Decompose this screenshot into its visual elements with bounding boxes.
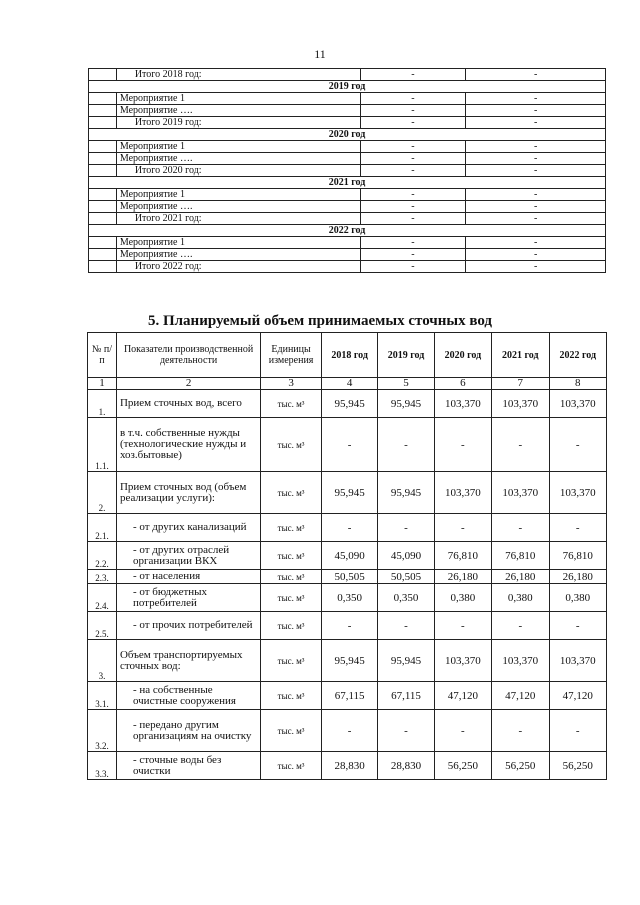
value-cell: 0,380	[434, 584, 491, 612]
blank-cell	[89, 153, 117, 165]
header-indicator: Показатели производственной деятельности	[116, 333, 260, 378]
value-cell: -	[549, 612, 607, 640]
column-number-row	[88, 378, 607, 390]
unit-cell: тыс. м³	[261, 472, 322, 514]
activity-row	[89, 237, 606, 249]
value-cell: -	[492, 710, 549, 752]
blank-cell	[89, 141, 117, 153]
value-cell: -	[360, 237, 466, 249]
value-cell: 76,810	[434, 542, 491, 570]
value-cell: 103,370	[549, 640, 607, 682]
value-cell: 56,250	[492, 752, 549, 780]
value-cell: 56,250	[549, 752, 607, 780]
value-cell: -	[434, 612, 491, 640]
col-number: 8	[549, 378, 607, 390]
value-cell: 0,350	[321, 584, 377, 612]
value-cell: 95,945	[321, 640, 377, 682]
activity-label: Мероприятие 1	[116, 189, 360, 201]
table-row	[88, 514, 607, 542]
table-row	[88, 752, 607, 780]
value-cell: 47,120	[549, 682, 607, 710]
table-row	[88, 542, 607, 570]
value-cell: 28,830	[321, 752, 377, 780]
page-number: 11	[314, 47, 326, 61]
value-cell: -	[492, 612, 549, 640]
activity-label: Мероприятие ….	[116, 153, 360, 165]
total-label: Итого 2021 год:	[116, 213, 360, 225]
blank-cell	[89, 201, 117, 213]
row-number: 3.	[88, 640, 117, 682]
value-cell: 95,945	[378, 472, 434, 514]
value-cell: -	[360, 261, 466, 273]
value-cell: 26,180	[492, 570, 549, 584]
value-cell: -	[466, 213, 606, 225]
unit-cell: тыс. м³	[261, 710, 322, 752]
activity-label: Мероприятие ….	[116, 249, 360, 261]
year-header-row	[89, 177, 606, 189]
value-cell: 26,180	[549, 570, 607, 584]
total-label: Итого 2020 год:	[116, 165, 360, 177]
indicator-label: Объем транспортируемых сточных вод:	[116, 640, 260, 682]
activity-label: Мероприятие 1	[116, 93, 360, 105]
year-label: 2022 год	[89, 225, 606, 237]
total-label: Итого 2019 год:	[116, 117, 360, 129]
year-total-row	[89, 213, 606, 225]
value-cell: -	[492, 418, 549, 472]
year-header-row	[89, 129, 606, 141]
value-cell: 76,810	[492, 542, 549, 570]
value-cell: 103,370	[492, 390, 549, 418]
value-cell: 103,370	[434, 390, 491, 418]
value-cell: -	[378, 612, 434, 640]
unit-cell: тыс. м³	[261, 640, 322, 682]
value-cell: 103,370	[549, 390, 607, 418]
value-cell: 50,505	[321, 570, 377, 584]
value-cell: 47,120	[492, 682, 549, 710]
indicator-label: Прием сточных вод (объем реализации услуги):	[116, 472, 260, 514]
year-label: 2020 год	[89, 129, 606, 141]
value-cell: -	[434, 514, 491, 542]
year-header-row	[89, 225, 606, 237]
value-cell: -	[360, 165, 466, 177]
header-no: № п/п	[88, 333, 117, 378]
col-number: 4	[321, 378, 377, 390]
value-cell: -	[466, 153, 606, 165]
year-label: 2019 год	[89, 81, 606, 93]
col-number: 5	[378, 378, 434, 390]
value-cell: 103,370	[549, 472, 607, 514]
table-row	[88, 390, 607, 418]
value-cell: -	[466, 237, 606, 249]
header-unit: Единицы измерения	[261, 333, 322, 378]
year-total-row	[89, 69, 606, 81]
value-cell: 103,370	[434, 640, 491, 682]
col-number: 7	[492, 378, 549, 390]
value-cell: -	[466, 261, 606, 273]
table-row	[88, 584, 607, 612]
table-row	[88, 570, 607, 584]
blank-cell	[89, 261, 117, 273]
row-number: 2.1.	[88, 514, 117, 542]
blank-cell	[89, 105, 117, 117]
row-number: 1.1.	[88, 418, 117, 472]
header-year-2018: 2018 год	[321, 333, 377, 378]
section-title: 5. Планируемый объем принимаемых сточных вод	[147, 313, 493, 329]
value-cell: -	[466, 201, 606, 213]
activity-row	[89, 153, 606, 165]
value-cell: -	[466, 141, 606, 153]
value-cell: -	[378, 710, 434, 752]
year-label: 2021 год	[89, 177, 606, 189]
value-cell: 103,370	[492, 472, 549, 514]
value-cell: 0,380	[492, 584, 549, 612]
value-cell: 103,370	[492, 640, 549, 682]
unit-cell: тыс. м³	[261, 542, 322, 570]
row-number: 2.4.	[88, 584, 117, 612]
indicator-label: - на собственные очистные сооружения	[116, 682, 260, 710]
value-cell: -	[321, 612, 377, 640]
activity-label: Мероприятие ….	[116, 201, 360, 213]
row-number: 3.1.	[88, 682, 117, 710]
indicator-label: - от бюджетных потребителей	[116, 584, 260, 612]
value-cell: 45,090	[378, 542, 434, 570]
year-total-row	[89, 117, 606, 129]
value-cell: 0,380	[549, 584, 607, 612]
table-row	[88, 612, 607, 640]
table-row	[88, 472, 607, 514]
header-year-2019: 2019 год	[378, 333, 434, 378]
blank-cell	[89, 237, 117, 249]
value-cell: -	[360, 153, 466, 165]
value-cell: -	[321, 514, 377, 542]
blank-cell	[89, 189, 117, 201]
value-cell: -	[321, 418, 377, 472]
header-year-2021: 2021 год	[492, 333, 549, 378]
row-number: 2.5.	[88, 612, 117, 640]
value-cell: 95,945	[378, 640, 434, 682]
value-cell: 45,090	[321, 542, 377, 570]
value-cell: -	[360, 69, 466, 81]
value-cell: -	[466, 189, 606, 201]
col-number: 2	[116, 378, 260, 390]
value-cell: 103,370	[434, 472, 491, 514]
value-cell: 67,115	[378, 682, 434, 710]
value-cell: 76,810	[549, 542, 607, 570]
value-cell: -	[360, 201, 466, 213]
value-cell: -	[549, 418, 607, 472]
col-number: 1	[88, 378, 117, 390]
unit-cell: тыс. м³	[261, 418, 322, 472]
activity-label: Мероприятие 1	[116, 237, 360, 249]
activities-table	[88, 68, 606, 273]
header-row	[88, 333, 607, 378]
value-cell: -	[321, 710, 377, 752]
table-row	[88, 682, 607, 710]
activity-row	[89, 141, 606, 153]
value-cell: -	[434, 418, 491, 472]
value-cell: 95,945	[321, 472, 377, 514]
value-cell: -	[434, 710, 491, 752]
year-header-row	[89, 81, 606, 93]
value-cell: 0,350	[378, 584, 434, 612]
value-cell: -	[492, 514, 549, 542]
indicator-label: - сточные воды без очистки	[116, 752, 260, 780]
unit-cell: тыс. м³	[261, 390, 322, 418]
header-year-2022: 2022 год	[549, 333, 607, 378]
unit-cell: тыс. м³	[261, 514, 322, 542]
indicator-label: - от других отраслей организации ВКХ	[116, 542, 260, 570]
value-cell: -	[549, 514, 607, 542]
value-cell: 26,180	[434, 570, 491, 584]
blank-cell	[89, 69, 117, 81]
activity-row	[89, 249, 606, 261]
value-cell: -	[360, 117, 466, 129]
table-row	[88, 418, 607, 472]
activity-row	[89, 189, 606, 201]
row-number: 2.3.	[88, 570, 117, 584]
value-cell: -	[360, 141, 466, 153]
indicator-label: - от других канализаций	[116, 514, 260, 542]
year-total-row	[89, 165, 606, 177]
row-number: 2.	[88, 472, 117, 514]
value-cell: 28,830	[378, 752, 434, 780]
activity-row	[89, 93, 606, 105]
blank-cell	[89, 117, 117, 129]
blank-cell	[89, 93, 117, 105]
value-cell: 95,945	[321, 390, 377, 418]
indicator-label: Прием сточных вод, всего	[116, 390, 260, 418]
indicator-label: - от прочих потребителей	[116, 612, 260, 640]
value-cell: -	[466, 105, 606, 117]
activity-label: Мероприятие 1	[116, 141, 360, 153]
value-cell: -	[360, 189, 466, 201]
table-row	[88, 710, 607, 752]
activity-row	[89, 201, 606, 213]
unit-cell: тыс. м³	[261, 570, 322, 584]
value-cell: 67,115	[321, 682, 377, 710]
value-cell: -	[549, 710, 607, 752]
indicator-label: - от населения	[116, 570, 260, 584]
table-row	[88, 640, 607, 682]
wastewater-volume-table	[87, 332, 607, 780]
value-cell: -	[466, 249, 606, 261]
row-number: 2.2.	[88, 542, 117, 570]
unit-cell: тыс. м³	[261, 584, 322, 612]
activity-row	[89, 105, 606, 117]
value-cell: 47,120	[434, 682, 491, 710]
total-label: Итого 2022 год:	[116, 261, 360, 273]
value-cell: -	[360, 249, 466, 261]
value-cell: -	[378, 418, 434, 472]
unit-cell: тыс. м³	[261, 752, 322, 780]
header-year-2020: 2020 год	[434, 333, 491, 378]
unit-cell: тыс. м³	[261, 682, 322, 710]
value-cell: -	[466, 93, 606, 105]
year-total-row	[89, 261, 606, 273]
blank-cell	[89, 165, 117, 177]
indicator-label: в т.ч. собственные нужды (технологические нужды и хоз.бытовые)	[116, 418, 260, 472]
value-cell: 56,250	[434, 752, 491, 780]
value-cell: -	[466, 165, 606, 177]
unit-cell: тыс. м³	[261, 612, 322, 640]
blank-cell	[89, 213, 117, 225]
col-number: 6	[434, 378, 491, 390]
value-cell: -	[360, 213, 466, 225]
blank-cell	[89, 249, 117, 261]
value-cell: -	[466, 117, 606, 129]
value-cell: -	[360, 93, 466, 105]
col-number: 3	[261, 378, 322, 390]
value-cell: 95,945	[378, 390, 434, 418]
row-number: 3.2.	[88, 710, 117, 752]
value-cell: -	[466, 69, 606, 81]
value-cell: 50,505	[378, 570, 434, 584]
indicator-label: - передано другим организациям на очистку	[116, 710, 260, 752]
row-number: 3.3.	[88, 752, 117, 780]
row-number: 1.	[88, 390, 117, 418]
activity-label: Мероприятие ….	[116, 105, 360, 117]
value-cell: -	[378, 514, 434, 542]
total-label: Итого 2018 год:	[116, 69, 360, 81]
value-cell: -	[360, 105, 466, 117]
